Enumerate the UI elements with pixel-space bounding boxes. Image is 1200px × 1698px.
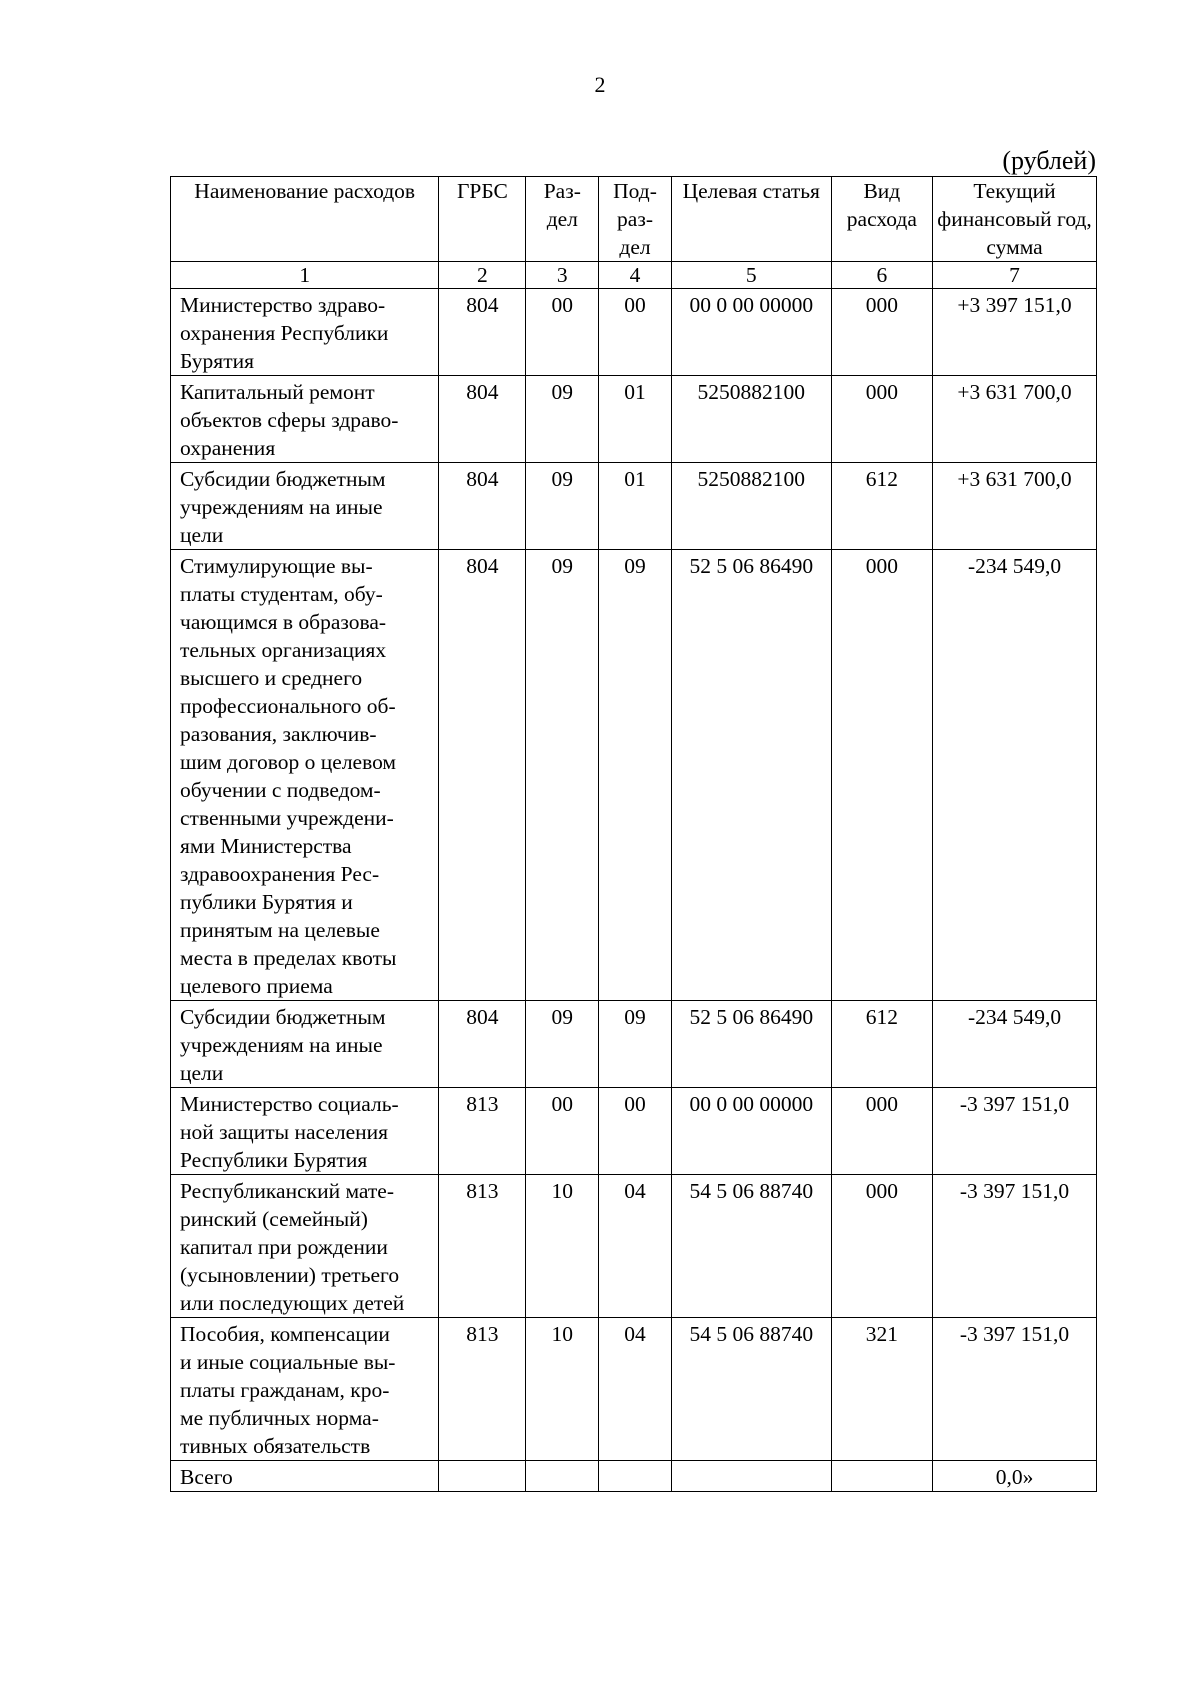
cell-grbs: 804 (439, 463, 526, 550)
cell-name: Стимулирующие вы- платы студентам, обу- чающимся в образова- тельных организациях высшего и среднего профессионального об- разования, заключив- шим договор о целевом обучении с подведом- ственными учреждени- ями Министерства здравоохранения Рес- публики Бурятия и принятым на целевые места в пределах квоты целевого приема (171, 550, 439, 1001)
cell-article: 00 0 00 00000 (671, 1088, 831, 1175)
cell-podrazdel: 01 (599, 463, 672, 550)
units-label: (рублей) (1002, 146, 1096, 175)
column-number: 4 (599, 262, 672, 289)
empty-cell (439, 1461, 526, 1492)
cell-podrazdel: 00 (599, 289, 672, 376)
column-number-row (171, 262, 1097, 289)
cell-article: 54 5 06 88740 (671, 1318, 831, 1461)
column-number: 2 (439, 262, 526, 289)
budget-table (170, 176, 1097, 1492)
cell-vid: 321 (831, 1318, 932, 1461)
cell-razdel: 09 (526, 376, 599, 463)
cell-grbs: 804 (439, 376, 526, 463)
total-row (171, 1461, 1097, 1492)
empty-cell (671, 1461, 831, 1492)
total-sum: 0,0» (933, 1461, 1097, 1492)
cell-grbs: 804 (439, 289, 526, 376)
cell-vid: 000 (831, 550, 932, 1001)
cell-vid: 612 (831, 1001, 932, 1088)
column-number: 6 (831, 262, 932, 289)
empty-cell (599, 1461, 672, 1492)
column-number: 5 (671, 262, 831, 289)
cell-sum: +3 631 700,0 (933, 376, 1097, 463)
cell-podrazdel: 09 (599, 1001, 672, 1088)
cell-name: Субсидии бюджетным учреждениям на иные цели (171, 1001, 439, 1088)
header-name: Наименование расходов (171, 177, 439, 262)
table-row (171, 1001, 1097, 1088)
cell-grbs: 804 (439, 1001, 526, 1088)
header-sum: Текущий финансовый год, сумма (933, 177, 1097, 262)
column-number: 1 (171, 262, 439, 289)
cell-sum: -234 549,0 (933, 550, 1097, 1001)
table-row (171, 376, 1097, 463)
cell-razdel: 09 (526, 463, 599, 550)
cell-grbs: 813 (439, 1088, 526, 1175)
header-podrazdel: Под- раз- дел (599, 177, 672, 262)
cell-name: Капитальный ремонт объектов сферы здраво- охранения (171, 376, 439, 463)
cell-name: Министерство здраво- охранения Республики Бурятия (171, 289, 439, 376)
cell-article: 5250882100 (671, 376, 831, 463)
cell-vid: 612 (831, 463, 932, 550)
cell-podrazdel: 04 (599, 1175, 672, 1318)
cell-article: 00 0 00 00000 (671, 289, 831, 376)
cell-podrazdel: 01 (599, 376, 672, 463)
cell-vid: 000 (831, 376, 932, 463)
cell-vid: 000 (831, 289, 932, 376)
column-number: 3 (526, 262, 599, 289)
total-label: Всего (171, 1461, 439, 1492)
cell-grbs: 804 (439, 550, 526, 1001)
table-row (171, 1175, 1097, 1318)
table-row (171, 289, 1097, 376)
cell-vid: 000 (831, 1088, 932, 1175)
cell-sum: -234 549,0 (933, 1001, 1097, 1088)
page-number: 2 (594, 72, 606, 97)
cell-article: 52 5 06 86490 (671, 1001, 831, 1088)
cell-name: Министерство социаль- ной защиты населения Республики Бурятия (171, 1088, 439, 1175)
cell-podrazdel: 04 (599, 1318, 672, 1461)
empty-cell (831, 1461, 932, 1492)
header-row (171, 177, 1097, 262)
empty-cell (526, 1461, 599, 1492)
cell-razdel: 09 (526, 1001, 599, 1088)
cell-razdel: 09 (526, 550, 599, 1001)
cell-grbs: 813 (439, 1175, 526, 1318)
cell-sum: +3 631 700,0 (933, 463, 1097, 550)
header-vid: Вид расхода (831, 177, 932, 262)
cell-article: 52 5 06 86490 (671, 550, 831, 1001)
cell-sum: +3 397 151,0 (933, 289, 1097, 376)
cell-sum: -3 397 151,0 (933, 1088, 1097, 1175)
cell-article: 5250882100 (671, 463, 831, 550)
header-razdel: Раз- дел (526, 177, 599, 262)
cell-vid: 000 (831, 1175, 932, 1318)
cell-name: Субсидии бюджетным учреждениям на иные цели (171, 463, 439, 550)
cell-razdel: 10 (526, 1318, 599, 1461)
column-number: 7 (933, 262, 1097, 289)
table-body (171, 289, 1097, 1461)
cell-name: Пособия, компенсации и иные социальные вы- платы гражданам, кро- ме публичных норма- тивных обязательств (171, 1318, 439, 1461)
table-row (171, 463, 1097, 550)
cell-podrazdel: 09 (599, 550, 672, 1001)
cell-grbs: 813 (439, 1318, 526, 1461)
table-row (171, 550, 1097, 1001)
cell-name: Республиканский мате- ринский (семейный) капитал при рождении (усыновлении) третьего или последующих детей (171, 1175, 439, 1318)
header-grbs: ГРБС (439, 177, 526, 262)
cell-podrazdel: 00 (599, 1088, 672, 1175)
cell-article: 54 5 06 88740 (671, 1175, 831, 1318)
cell-sum: -3 397 151,0 (933, 1318, 1097, 1461)
cell-razdel: 00 (526, 1088, 599, 1175)
cell-razdel: 10 (526, 1175, 599, 1318)
table-row (171, 1318, 1097, 1461)
header-article: Целевая статья (671, 177, 831, 262)
cell-razdel: 00 (526, 289, 599, 376)
table-row (171, 1088, 1097, 1175)
cell-sum: -3 397 151,0 (933, 1175, 1097, 1318)
